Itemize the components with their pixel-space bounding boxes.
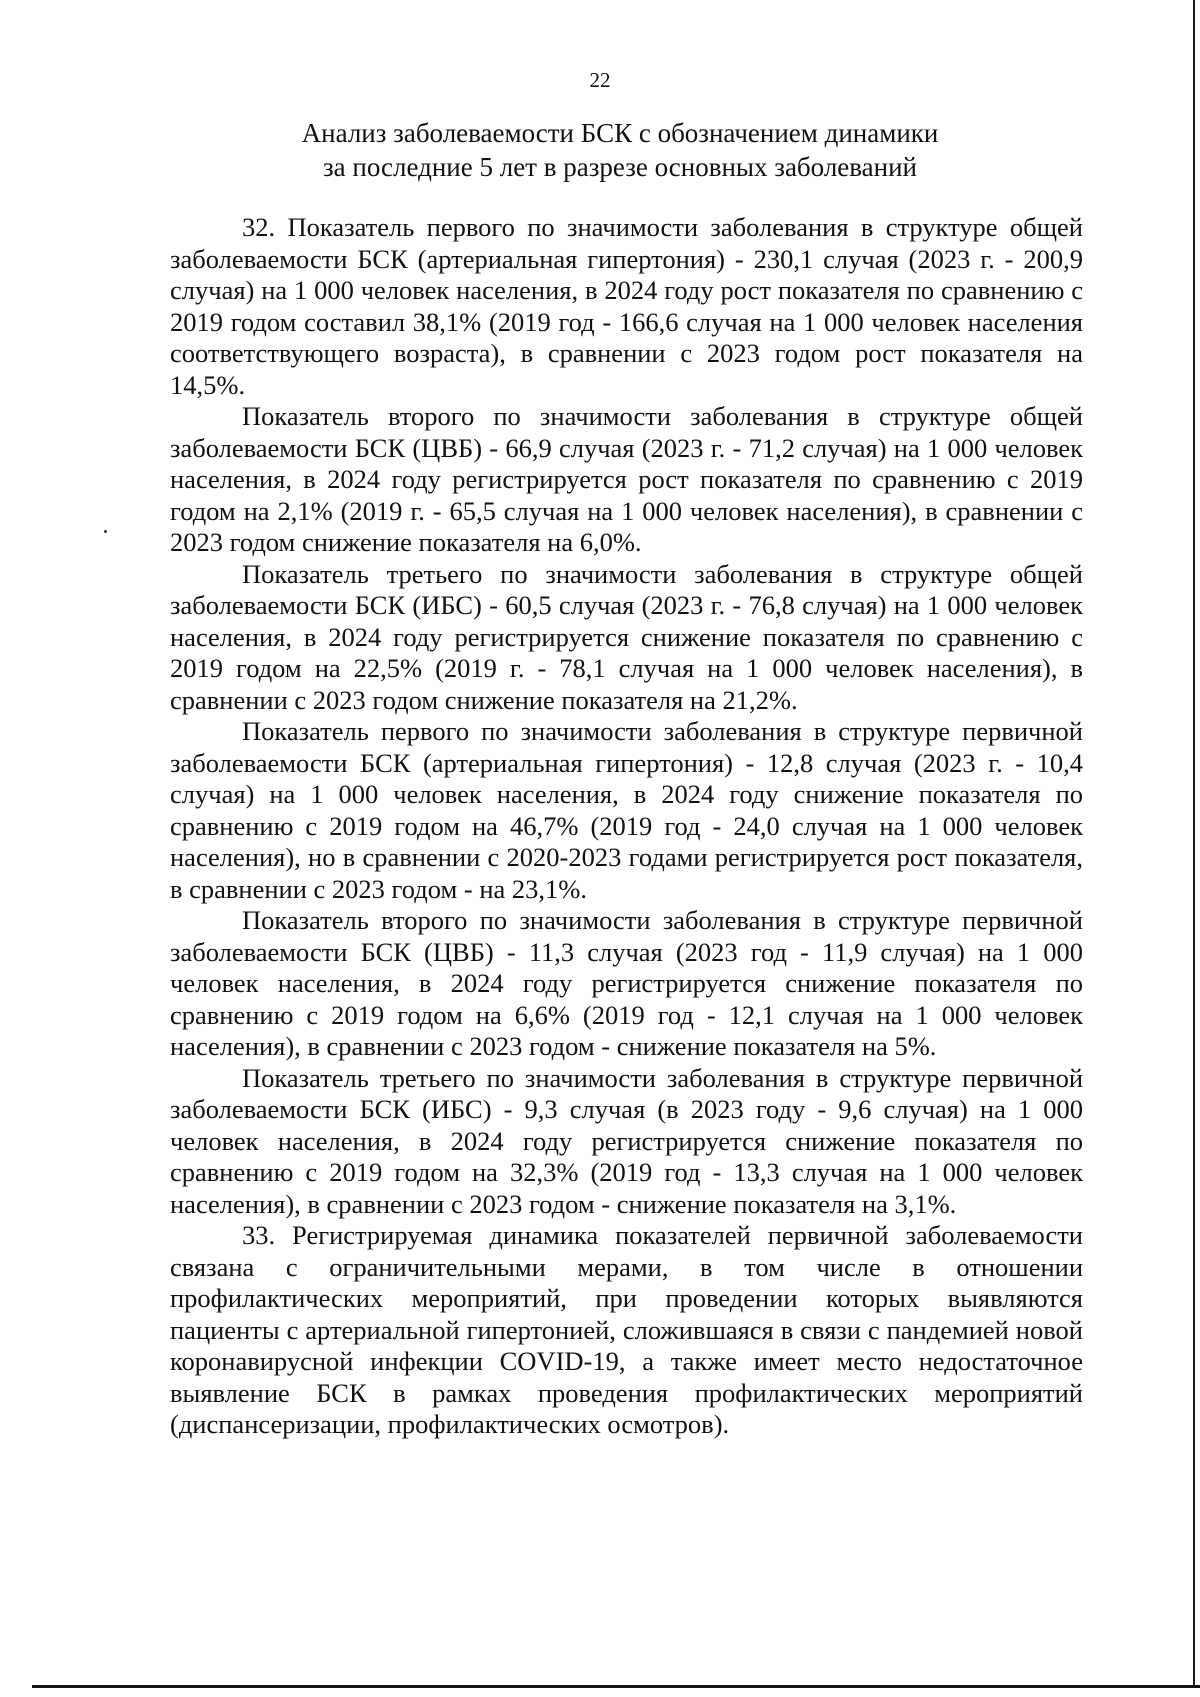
paragraph-primary-cvd: Показатель второго по значимости заболевания в структуре первичной заболеваемости БСК (ЦВБ) - 11,3 случая (2023 год - 11,9 случая) на 1 000 человек населения, в 2024 году регистрируется снижение показателя по сравнению с 2019 годом на 6,6% (2019 год - 12,1 случая на 1 000 человек населения), в сравнении с 2023 годом - снижение показателя на 5%. [170, 905, 1083, 1061]
paragraph-primary-hypertension: Показатель первого по значимости заболевания в структуре первичной заболеваемости БСК (артериальная гипертония) - 12,8 случая (2023 г. - 10,4 случая) на 1 000 человек населения, в 2024 году снижение показателя по сравнению с 2019 годом на 46,7% (2019 год - 24,0 случая на 1 000 человек населения), но в сравнении с 2020-2023 годами регистрируется рост показателя, в сравнении с 2023 годом - на 23,1%. [170, 716, 1083, 904]
paragraph-general-ihd: Показатель третьего по значимости заболевания в структуре общей заболеваемости БСК (ИБС) - 60,5 случая (2023 г. - 76,8 случая) на 1 000 человек населения, в 2024 году регистрируется снижение показателя по сравнению с 2019 годом на 22,5% (2019 г. - 78,1 случая на 1 000 человек населения), в сравнении с 2023 годом снижение показателя на 21,2%. [170, 558, 1083, 715]
paragraph-32-general-hypertension: 32. Показатель первого по значимости заболевания в структуре общей заболеваемости БСК (артериальная гипертония) - 230,1 случая (2023 г. - 200,9 случая) на 1 000 человек населения, в 2024 году рост показателя по сравнению с 2019 годом составил 38,1% (2019 год - 166,6 случая на 1 000 человек населения соответствующего возраста), в сравнении с 2023 годом рост показателя на 14,5%. [170, 212, 1083, 400]
section-heading [200, 116, 1040, 184]
page-number: 22 [589, 68, 611, 92]
scan-right-edge-line [1193, 0, 1195, 1688]
paragraph-33-dynamics: 33. Регистрируемая динамика показателей первичной заболеваемости связана с ограничительными мерами, в том числе в отношении профилактических мероприятий, при проведении которых выявляются пациенты с артериальной гипертонией, сложившаяся в связи с пандемией новой коронавирусной инфекции COVID-19, а также имеет место недостаточное выявление БСК в рамках проведения профилактических мероприятий (диспансеризации, профилактических осмотров). [170, 1220, 1083, 1439]
scan-bottom-edge-line [32, 1685, 1200, 1688]
paragraph-general-cvd: Показатель второго по значимости заболевания в структуре общей заболеваемости БСК (ЦВБ) - 66,9 случая (2023 г. - 71,2 случая) на 1 000 человек населения, в 2024 году регистрируется рост показателя по сравнению с 2019 годом на 2,1% (2019 г. - 65,5 случая на 1 000 человек населения), в сравнении с 2023 годом снижение показателя на 6,0%. [170, 401, 1083, 557]
section-heading-line-1: Анализ заболеваемости БСК с обозначением динамики [301, 118, 939, 148]
body-text [170, 212, 1083, 1441]
section-heading-line-2: за последние 5 лет в разрезе основных заболеваний [323, 152, 917, 182]
paragraph-primary-ihd: Показатель третьего по значимости заболевания в структуре первичной заболеваемости БСК (ИБС) - 9,3 случая (в 2023 году - 9,6 случая) на 1 000 человек населения, в 2024 году регистрируется снижение показателя по сравнению с 2019 годом на 32,3% (2019 год - 13,3 случая на 1 000 человек населения), в сравнении с 2023 годом - снижение показателя на 3,1%. [170, 1062, 1083, 1219]
scan-speck [104, 530, 107, 533]
